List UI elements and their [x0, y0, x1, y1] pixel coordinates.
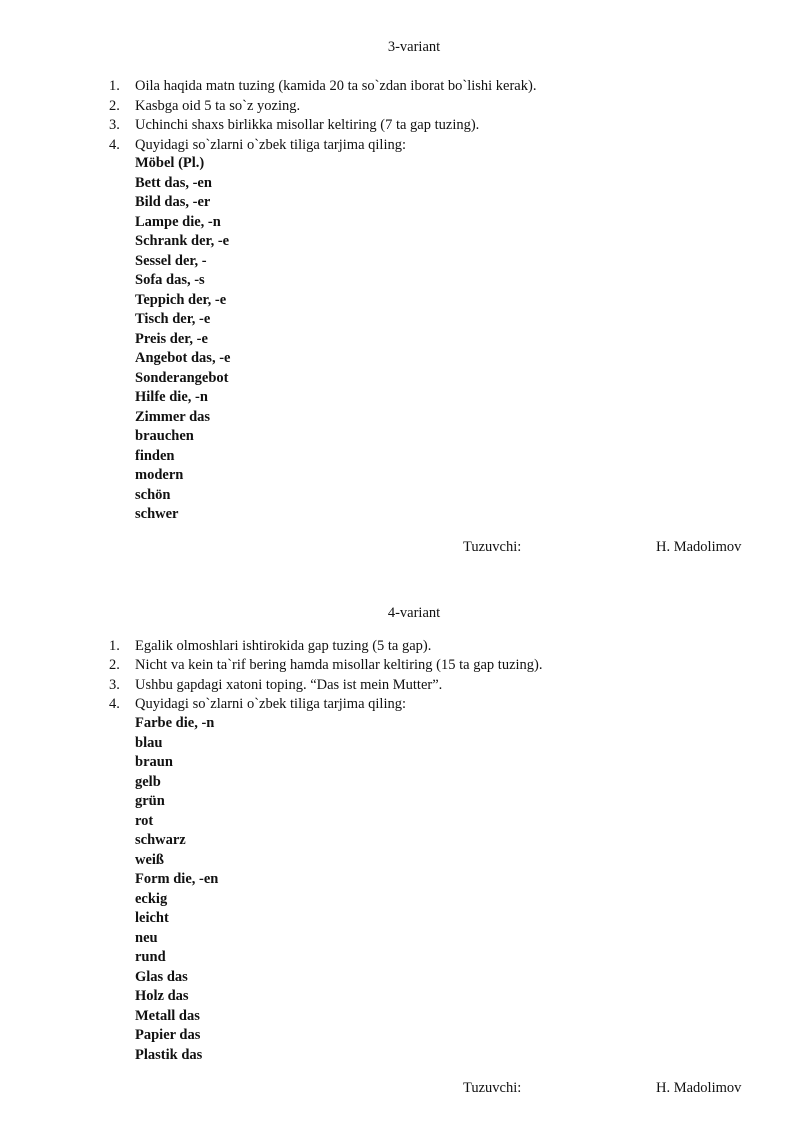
vocabulary-word: neu: [135, 929, 158, 946]
task-number: 3.: [109, 677, 120, 693]
task-item: [0, 135, 800, 155]
task-item: [0, 675, 800, 695]
vocabulary-word: Möbel (Pl.): [135, 155, 205, 171]
vocabulary-word: grün: [135, 793, 165, 809]
vocabulary-word: braun: [135, 754, 173, 770]
signature-name: H. Madolimov: [656, 539, 742, 555]
vocabulary-word: Teppich der, -e: [135, 291, 227, 308]
task-text: Oila haqida matn tuzing (kamida 20 ta so`zdan iborat bo`lishi kerak).: [135, 78, 537, 94]
vocabulary-word: Farbe die, -n: [135, 715, 215, 731]
vocabulary-word: Glas das: [135, 968, 188, 985]
vocabulary-word: modern: [135, 467, 184, 483]
signature-label: Tuzuvchi:: [463, 539, 522, 555]
vocabulary-word: Papier das: [135, 1027, 201, 1043]
task-number: 1.: [109, 78, 120, 94]
task-number: 2.: [109, 98, 120, 114]
task-text: Ushbu gapdagi xatoni toping. “Das ist mein Mutter”.: [135, 677, 443, 693]
vocabulary-word: brauchen: [135, 428, 194, 444]
vocabulary-word: gelb: [135, 773, 161, 790]
variant-title: 3-variant: [387, 39, 441, 55]
vocabulary-word: Bett das, -en: [135, 174, 212, 191]
vocabulary-word: Hilfe die, -n: [135, 389, 208, 405]
task-text: Uchinchi shaxs birlikka misollar keltiring (7 ta gap tuzing).: [135, 117, 480, 133]
task-text: Quyidagi so`zlarni o`zbek tiliga tarjima qiling:: [135, 137, 406, 153]
vocabulary-word: weiß: [135, 851, 164, 868]
vocabulary-word: eckig: [135, 890, 168, 907]
task-item: [0, 694, 800, 714]
vocabulary-word: Angebot das, -e: [135, 350, 231, 366]
signature-label: Tuzuvchi:: [463, 1080, 522, 1096]
task-number: 3.: [109, 117, 120, 133]
vocabulary-word: Sonderangebot: [135, 369, 229, 386]
task-text: Nicht va kein ta`rif bering hamda misollar keltiring (15 ta gap tuzing).: [135, 657, 543, 673]
task-text: Egalik olmoshlari ishtirokida gap tuzing (5 ta gap).: [135, 638, 432, 654]
vocabulary-word: schwer: [135, 506, 179, 522]
vocabulary-word: finden: [135, 447, 175, 464]
vocabulary-word: Lampe die, -n: [135, 213, 221, 230]
vocabulary-word: Tisch der, -e: [135, 311, 211, 327]
vocabulary-word: rot: [135, 812, 154, 829]
task-item: [0, 76, 800, 96]
vocabulary-word: Sessel der, -: [135, 252, 207, 269]
task-number: 4.: [109, 137, 120, 153]
vocabulary-word: leicht: [135, 910, 169, 926]
vocabulary-word: blau: [135, 734, 163, 751]
task-text: Kasbga oid 5 ta so`z yozing.: [135, 98, 301, 114]
task-number: 2.: [109, 657, 120, 673]
vocabulary-word: Zimmer das: [135, 408, 211, 425]
task-item: [0, 655, 800, 675]
task-item: [0, 115, 800, 135]
vocabulary-word: schön: [135, 486, 171, 503]
task-number: 4.: [109, 696, 120, 712]
vocabulary-word: Preis der, -e: [135, 330, 208, 347]
task-item: [0, 96, 800, 116]
vocabulary-word: Plastik das: [135, 1046, 203, 1063]
vocabulary-word: Form die, -en: [135, 871, 219, 887]
task-item: [0, 636, 800, 656]
vocabulary-word: Metall das: [135, 1007, 200, 1024]
vocabulary-word: Sofa das, -s: [135, 272, 205, 288]
vocabulary-word: Bild das, -er: [135, 194, 211, 210]
vocabulary-word: Holz das: [135, 988, 189, 1004]
vocabulary-word: Schrank der, -e: [135, 233, 230, 249]
variant-title: 4-variant: [387, 605, 441, 621]
task-text: Quyidagi so`zlarni o`zbek tiliga tarjima qiling:: [135, 696, 406, 712]
vocabulary-word: rund: [135, 949, 166, 965]
task-number: 1.: [109, 638, 120, 654]
signature-name: H. Madolimov: [656, 1080, 742, 1096]
vocabulary-word: schwarz: [135, 832, 186, 848]
